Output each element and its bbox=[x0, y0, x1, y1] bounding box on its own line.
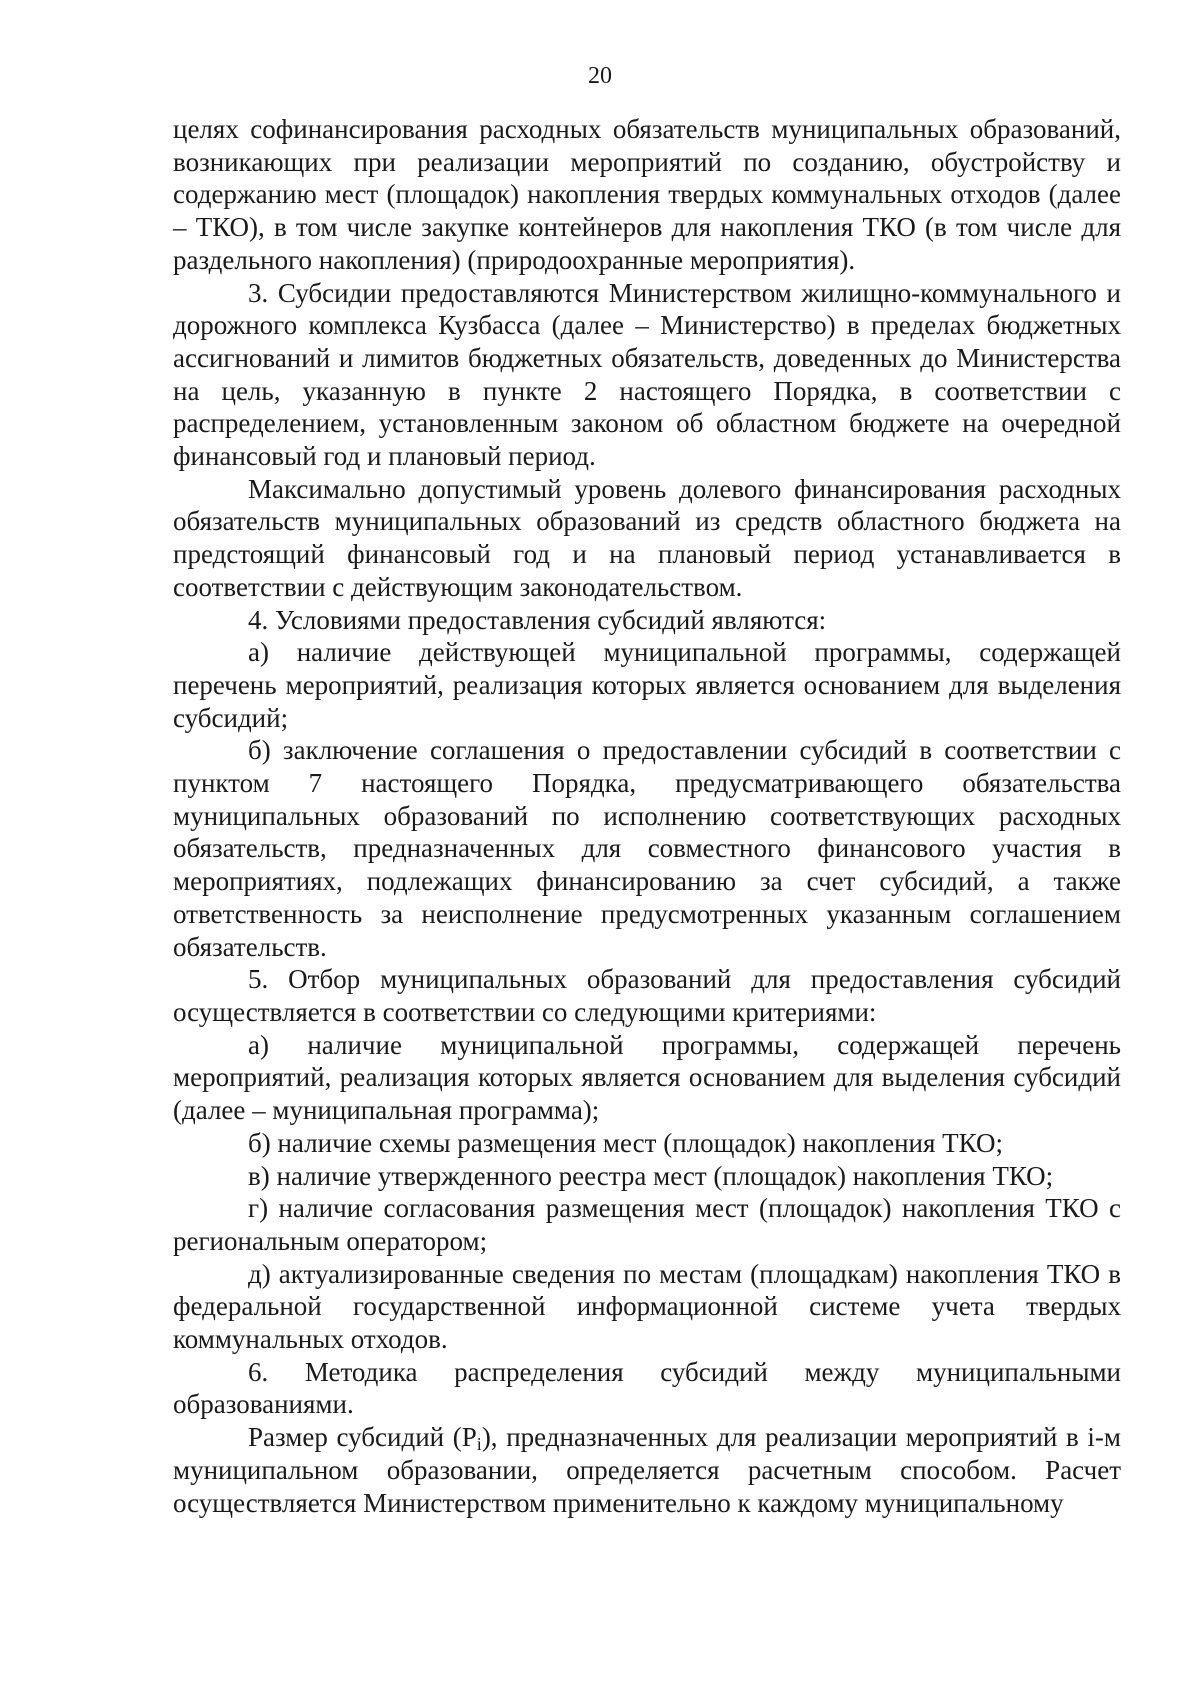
paragraph: б) наличие схемы размещения мест (площадок) накопления ТКО; bbox=[248, 1127, 1003, 1158]
paragraph: д) актуализированные сведения по местам (площадкам) накопления ТКО в федеральной государственной информационной системе учета твердых коммунальных отходов. bbox=[173, 1258, 1121, 1355]
page-number: 20 bbox=[588, 63, 612, 89]
paragraph: в) наличие утвержденного реестра мест (площадок) накопления ТКО; bbox=[248, 1160, 1054, 1191]
paragraph: а) наличие муниципальной программы, содержащей перечень мероприятий, реализация которых является основанием для выделения субсидий (далее – муниципальная программа); bbox=[173, 1029, 1121, 1126]
paragraph-subsidy-size bbox=[173, 1421, 1121, 1519]
paragraph: 4. Условиями предоставления субсидий являются: bbox=[248, 604, 827, 635]
paragraph: 6. Методика распределения субсидий между муниципальными образованиями. bbox=[173, 1356, 1121, 1420]
paragraph: г) наличие согласования размещения мест (площадок) накопления ТКО с региональным оператором; bbox=[173, 1193, 1121, 1256]
subscript-index: i bbox=[476, 1434, 482, 1455]
paragraph: Максимально допустимый уровень долевого финансирования расходных обязательств муниципальных образований из средств областного бюджета на предстоящий финансовый год и на плановый период устанавливается в соответствии с действующим законодательством. bbox=[173, 473, 1121, 602]
text-segment: ), предназначенных для реализации мероприятий в i-м муниципальном образовании, определяется расчетным способом. Расчет осуществляется Министерством применительно к каждому муниципальному bbox=[173, 1422, 1121, 1518]
paragraph: б) заключение соглашения о предоставлении субсидий в соответствии с пунктом 7 настоящего Порядка, предусматривающего обязательства муниципальных образований по исполнению соответствующих расходных обязательств, предназначенных для совместного финансового участия в мероприятиях, подлежащих финансированию за счет субсидий, а также ответственность за неисполнение предусмотренных указанным соглашением обязательств. bbox=[173, 735, 1121, 962]
paragraph: 3. Субсидии предоставляются Министерством жилищно-коммунального и дорожного комплекса Кузбасса (далее – Министерство) в пределах бюджетных ассигнований и лимитов бюджетных обязательств, доведенных до Министерства на цель, указанную в пункте 2 настоящего Порядка, в соответствии с распределением, установленным законом об областном бюджете на очередной финансовый год и плановый период. bbox=[173, 277, 1121, 472]
text-segment: Размер субсидий (P bbox=[248, 1422, 477, 1453]
paragraph: а) наличие действующей муниципальной программы, содержащей перечень мероприятий, реализация которых является основанием для выделения субсидий; bbox=[173, 637, 1121, 733]
paragraph: целях софинансирования расходных обязательств муниципальных образований, возникающих при реализации мероприятий по созданию, обустройству и содержанию мест (площадок) накопления твердых коммунальных отходов (далее – ТКО), в том числе закупке контейнеров для накопления ТКО (в том числе для раздельного накопления) (природоохранные мероприятия). bbox=[173, 114, 1121, 275]
paragraph: 5. Отбор муниципальных образований для предоставления субсидий осуществляется в соответствии со следующими критериями: bbox=[173, 964, 1121, 1027]
document-body bbox=[173, 113, 1121, 1519]
